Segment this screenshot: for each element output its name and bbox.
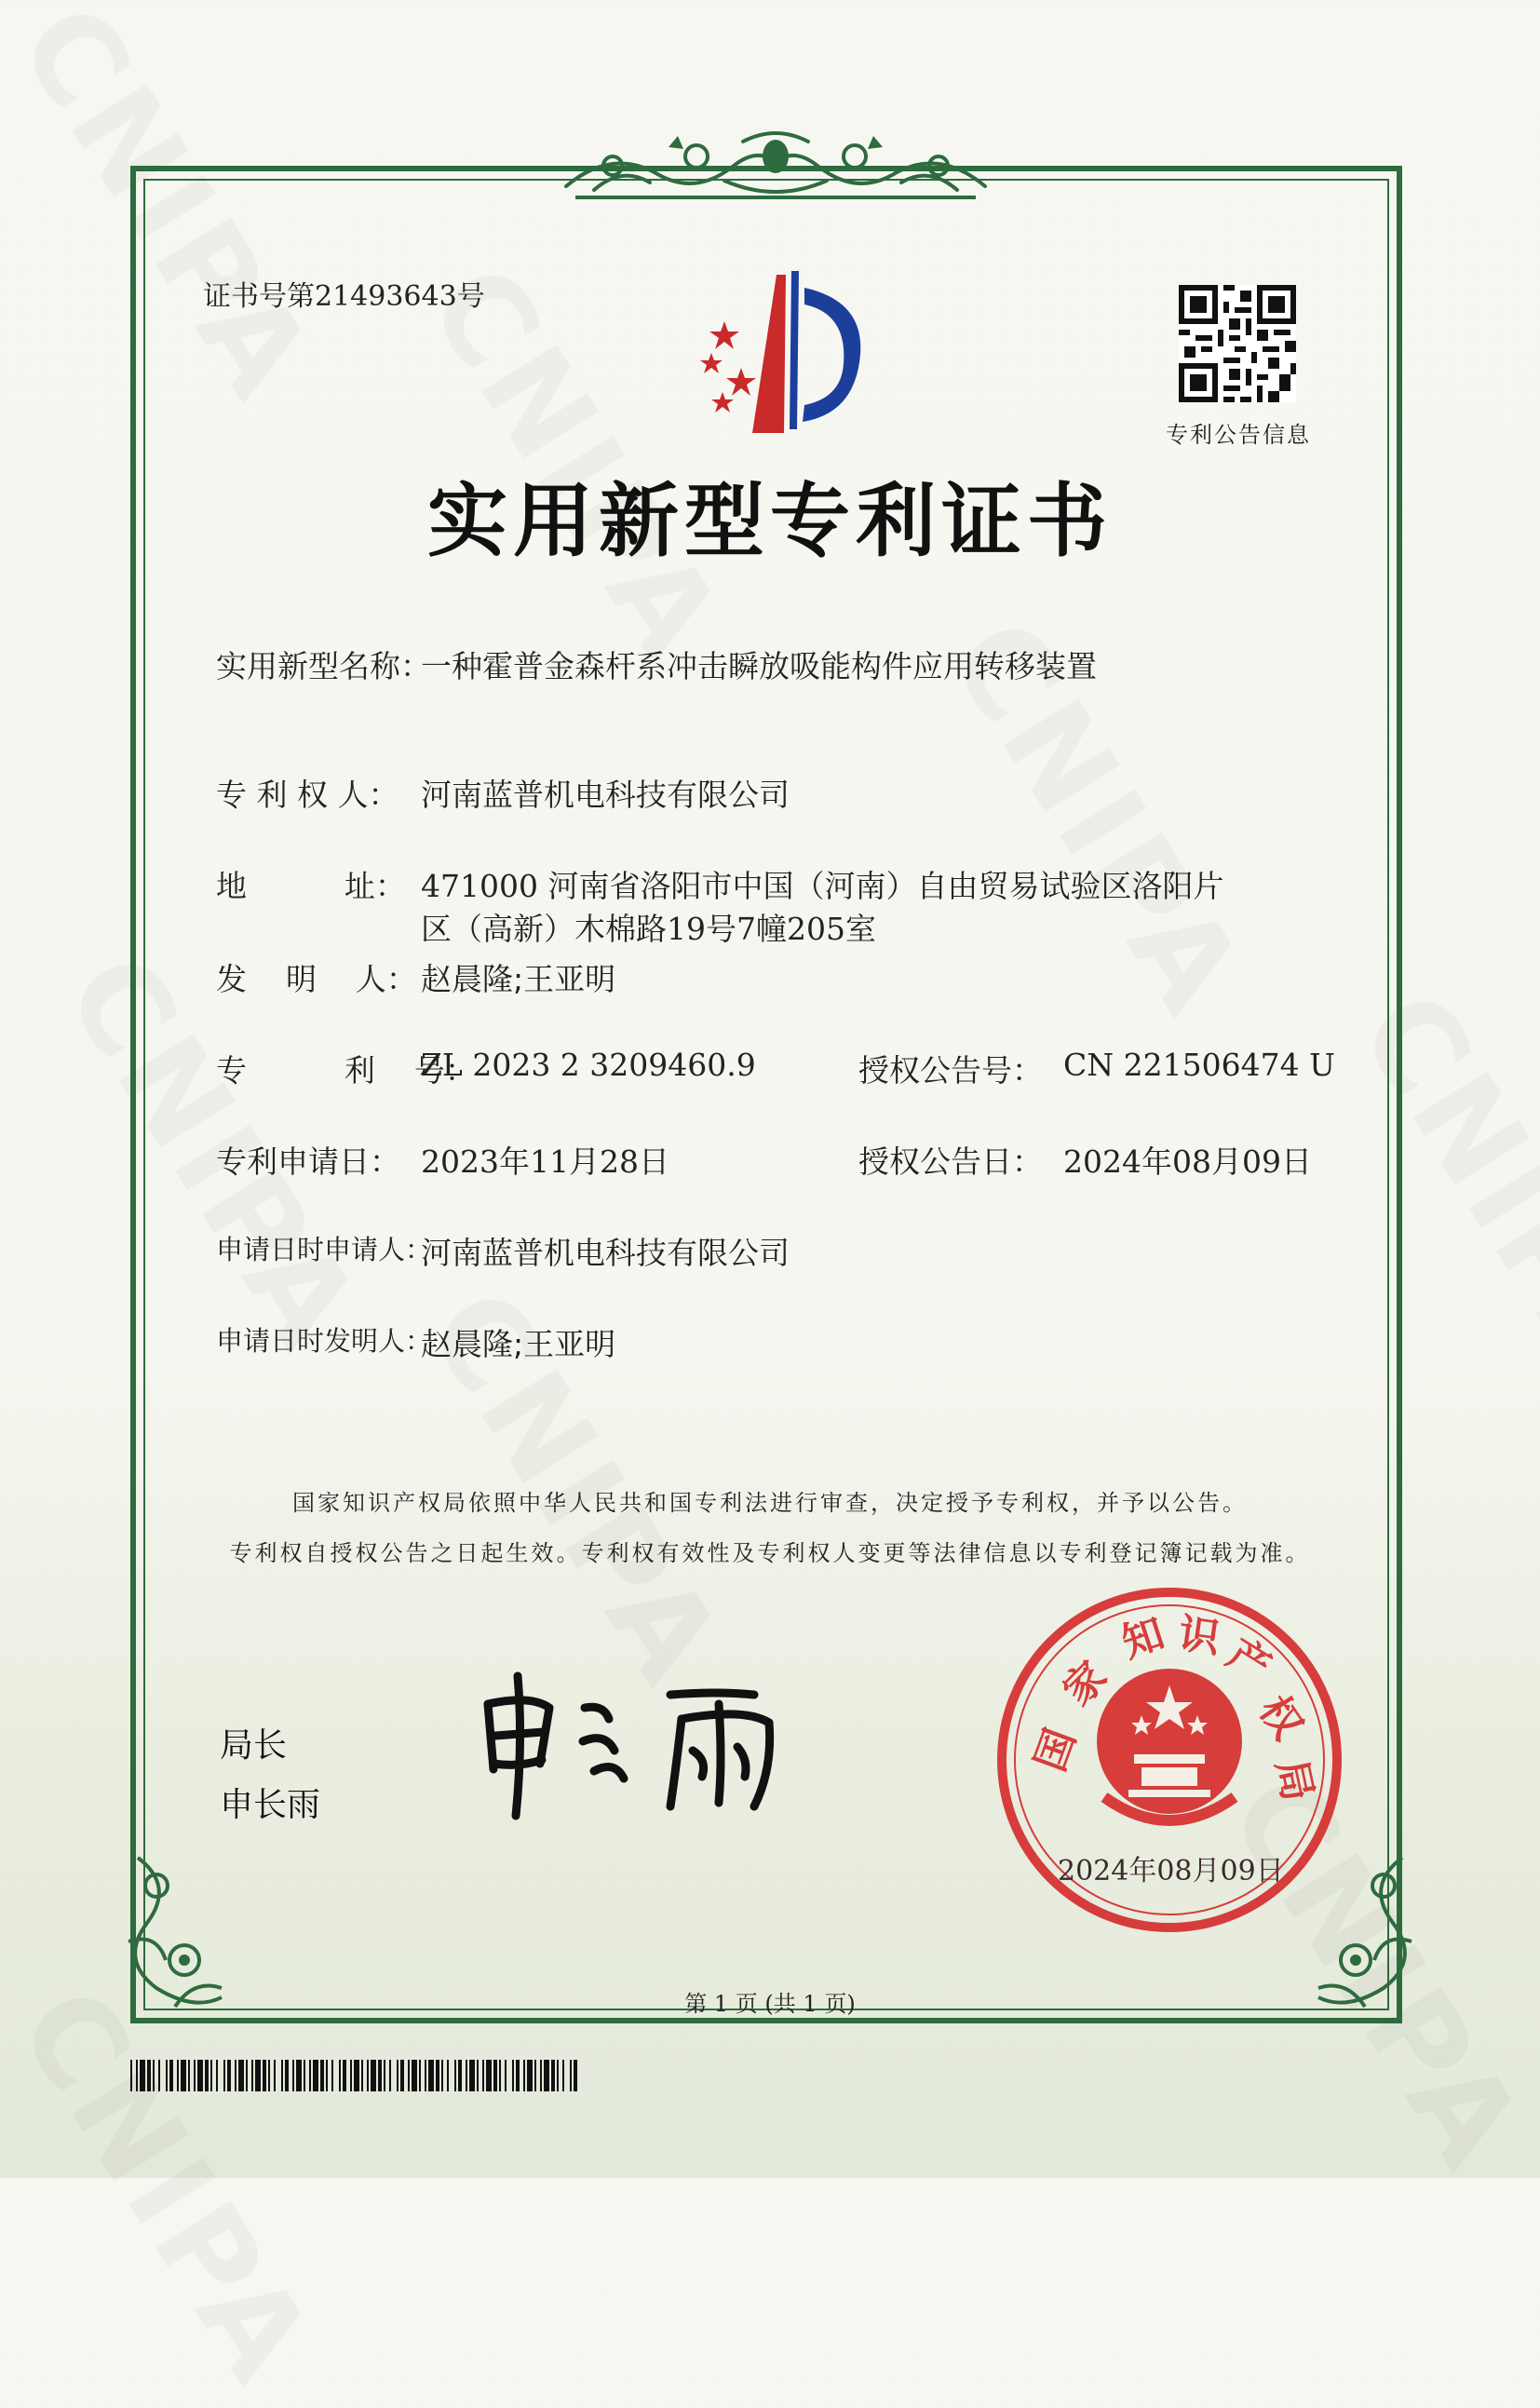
field-label-name: 实用新型名称：	[216, 648, 431, 684]
field-value-grant-pub-number: CN 221506474 U	[1063, 1047, 1335, 1083]
barcode	[130, 2060, 581, 2091]
field-value-name: 一种霍普金森杆系冲击瞬放吸能构件应用转移装置	[421, 648, 1097, 684]
field-value-filing-date: 2023年11月28日	[421, 1143, 669, 1180]
field-label-inventor-at-filing: 申请日时发明人：	[216, 1325, 433, 1357]
svg-text:国: 国	[1026, 1723, 1086, 1778]
field-value-inventor-at-filing: 赵晨隆;王亚明	[421, 1326, 616, 1362]
certificate-title: 实用新型专利证书	[427, 475, 1113, 568]
field-value-patent-number: ZL 2023 2 3209460.9	[421, 1047, 756, 1083]
watermark	[0, 1965, 342, 2408]
certificate-number: 证书号第21493643号	[203, 280, 485, 313]
field-label-patent-number: 专 利 号：	[216, 1052, 476, 1089]
top-ornament	[557, 129, 994, 203]
statement-line-1: 国家知识产权局依照中华人民共和国专利法进行审查，决定授予专利权，并予以公告。	[292, 1490, 1248, 1516]
field-label-inventor: 发 明 人：	[216, 961, 417, 997]
field-label-filing-date: 专利申请日：	[216, 1143, 400, 1180]
field-label-grant-pub-date: 授权公告日：	[858, 1143, 1043, 1180]
svg-text:权: 权	[1250, 1687, 1312, 1749]
svg-text:识: 识	[1175, 1609, 1223, 1663]
field-value-address-line1: 471000 河南省洛阳市中国（河南）自由贸易试验区洛阳片	[421, 868, 1224, 904]
qr-code[interactable]	[1179, 285, 1296, 402]
field-value-patentee: 河南蓝普机电科技有限公司	[421, 777, 790, 813]
field-value-address-line2: 区（高新）木棉路19号7幢205室	[421, 911, 876, 947]
seal-date: 2024年08月09日	[1058, 1855, 1284, 1887]
field-label-grant-pub-number: 授权公告号：	[858, 1052, 1043, 1089]
svg-text:产: 产	[1219, 1630, 1279, 1692]
director-name: 申长雨	[220, 1786, 321, 1824]
director-signature	[475, 1667, 810, 1825]
svg-text:知: 知	[1116, 1609, 1170, 1668]
field-value-inventor: 赵晨隆;王亚明	[421, 961, 616, 997]
svg-text:局: 局	[1266, 1755, 1322, 1806]
qr-label: 专利公告信息	[1166, 422, 1311, 448]
field-value-grant-pub-date: 2024年08月09日	[1063, 1143, 1312, 1180]
field-label-applicant-at-filing: 申请日时申请人：	[216, 1234, 433, 1265]
field-label-address: 地 址：	[216, 868, 406, 904]
page-number: 第 1 页 (共 1 页)	[684, 1991, 856, 2017]
director-title: 局长	[220, 1726, 288, 1765]
statement-line-2: 专利权自授权公告之日起生效。专利权有效性及专利权人变更等法律信息以专利登记簿记载为准。	[229, 1540, 1311, 1566]
field-label-patentee: 专 利 权 人：	[216, 777, 399, 813]
svg-text:家: 家	[1053, 1652, 1117, 1715]
cnipa-logo	[667, 265, 890, 442]
field-value-applicant-at-filing: 河南蓝普机电科技有限公司	[421, 1235, 790, 1271]
